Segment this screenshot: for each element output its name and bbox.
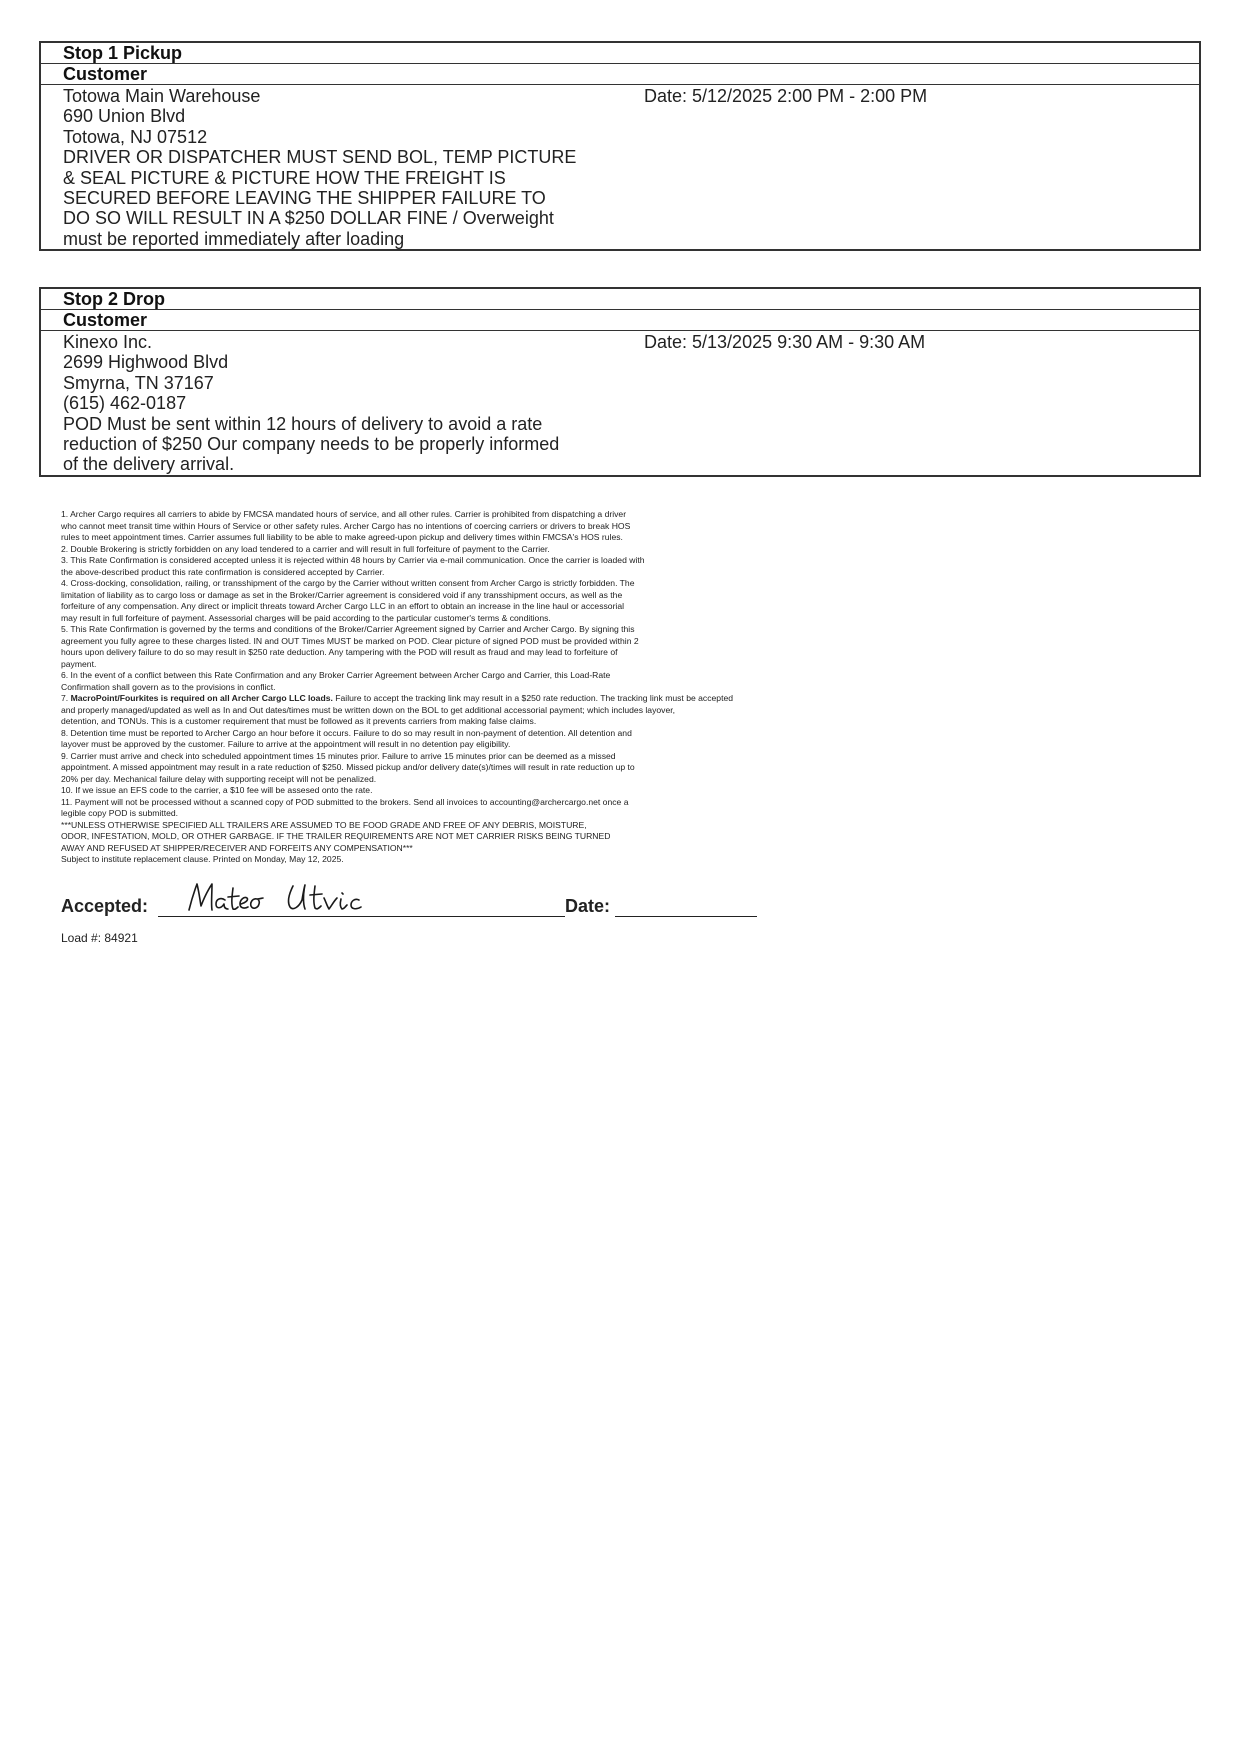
stop-2-line: of the delivery arrival.: [63, 454, 235, 475]
acceptance-row: [61, 880, 781, 920]
terms-item-7-rest: Failure to accept the tracking link may result in a $250 rate reduction. The tracking link must be accepted: [332, 693, 734, 703]
terms-line: 11. Payment will not be processed without a scanned copy of POD submitted to the brokers. Send all invoices to accounting@archercargo.net once a: [61, 796, 629, 807]
stop-2-line: POD Must be sent within 12 hours of delivery to avoid a rate: [63, 413, 543, 434]
terms-line: 3. This Rate Confirmation is considered accepted unless it is rejected within 48 hours by Carrier via e-mail communication. Once the carrier is loaded with: [61, 555, 645, 565]
terms-line: Confirmation shall govern as to the provisions in conflict.: [61, 681, 276, 692]
terms-line: rules to meet appointment times. Carrier assumes full liability to be able to make agreed-upon pickup and delivery times within FMCSA's HOS rules.: [61, 532, 623, 542]
stop-1-line: & SEAL PICTURE & PICTURE HOW THE FREIGHT IS: [63, 167, 506, 188]
stop-2-line: 2699 Highwood Blvd: [63, 352, 229, 373]
stop-2-line: reduction of $250 Our company needs to be properly informed: [63, 434, 560, 455]
stop-1-line: SECURED BEFORE LEAVING THE SHIPPER FAILURE TO: [63, 188, 546, 209]
terms-line: 20% per day. Mechanical failure delay with supporting receipt will not be penalized.: [61, 773, 377, 784]
terms-line: 6. In the event of a conflict between this Rate Confirmation and any Broker Carrier Agreement between Archer Cargo and Carrier, this Load-Rate: [61, 670, 611, 680]
terms-line: Subject to institute replacement clause. Printed on Monday, May 12, 2025.: [61, 854, 344, 864]
terms-line: 8. Detention time must be reported to Archer Cargo an hour before it occurs. Failure to do so may result in non-payment of detention. All detention and: [61, 727, 632, 738]
stop-1-title: Stop 1 Pickup: [41, 43, 1199, 64]
terms-and-conditions: [61, 509, 961, 866]
stop-2-line: Smyrna, TN 37167: [63, 372, 214, 393]
terms-line: appointment. A missed appointment may result in a rate reduction of $250. Missed pickup and/or delivery date(s)/times will result in rate reduction up to: [61, 762, 635, 772]
terms-line: may result in full forfeiture of payment. Assessorial charges will be paid according to the particular customer's terms & conditions.: [61, 612, 551, 623]
terms-line: limitation of liability as to cargo loss or damage as set in the Broker/Carrier agreement is considered void if any transshipment occurs, as well as the: [61, 589, 623, 600]
accepted-label: Accepted:: [61, 896, 149, 916]
terms-line: hours upon delivery failure to do so may result in $250 rate deduction. Any tampering with the POD will result as fraud and may lead to forfeiture of: [61, 647, 618, 657]
stop-2-line: (615) 462-0187: [63, 393, 187, 414]
stop-1-line: must be reported immediately after loading: [63, 228, 405, 249]
stop-1-customer-label: Customer: [41, 64, 1199, 85]
stop-1-date: Date: 5/12/2025 2:00 PM - 2:00 PM: [644, 86, 928, 106]
terms-line: who cannot meet transit time within Hours of Service or other safety rules. Archer Cargo has no intentions of coercing carriers or drivers to break HOS: [61, 520, 631, 531]
handwritten-signature: [181, 880, 441, 916]
terms-line: layover must be approved by the customer. Failure to arrive at the appointment will result in no detention pay eligibility.: [61, 739, 511, 749]
terms-line: 2. Double Brokering is strictly forbidden on any load tendered to a carrier and will result in full forfeiture of payment to the Carrier.: [61, 543, 550, 554]
terms-line: agreement you fully agree to these charges listed. IN and OUT Times MUST be marked on POD. Clear picture of signed POD must be provided within 2: [61, 635, 639, 646]
stop-1-line: 690 Union Blvd: [63, 106, 186, 127]
stop-2-title: Stop 2 Drop: [41, 289, 1199, 310]
terms-line: 9. Carrier must arrive and check into scheduled appointment times 15 minutes prior. Failure to arrive 15 minutes prior can be deemed as a missed: [61, 750, 616, 761]
terms-line: the above-described product this rate confirmation is considered accepted by Carrier.: [61, 566, 385, 577]
terms-item-7-bold: MacroPoint/Fourkites is required on all Archer Cargo LLC loads.: [70, 693, 333, 703]
stop-1-line: DO SO WILL RESULT IN A $250 DOLLAR FINE / Overweight: [63, 208, 554, 229]
stop-2-date: Date: 5/13/2025 9:30 AM - 9:30 AM: [644, 332, 926, 352]
terms-item-7: [61, 693, 961, 705]
stop-2-customer-label: Customer: [41, 310, 1199, 331]
load-number: Load #: 84921: [61, 931, 138, 945]
signature-line[interactable]: [158, 916, 565, 917]
stop-2-customer-name: Kinexo Inc.: [63, 332, 153, 352]
stop-2-details: [41, 331, 1199, 475]
stop-1-line: Totowa, NJ 07512: [63, 126, 208, 147]
terms-line: and properly managed/updated as well as In and Out dates/times must be written down on the BOL to get additional accessorial payment; which includes layover,: [61, 704, 676, 715]
stop-1-section: [39, 41, 1201, 251]
terms-line: detention, and TONUs. This is a customer requirement that must be followed as it prevents carriers from making false claims.: [61, 716, 537, 726]
terms-line: forfeiture of any compensation. Any direct or implicit threats toward Archer Cargo LLC in an effort to obtain an increase in the line haul or accessorial: [61, 601, 625, 611]
stop-2-section: [39, 287, 1201, 477]
terms-line: 1. Archer Cargo requires all carriers to abide by FMCSA mandated hours of service, and all other rules. Carrier is prohibited from dispatching a driver: [61, 509, 627, 519]
terms-line: legible copy POD is submitted.: [61, 808, 179, 818]
terms-line: 10. If we issue an EFS code to the carrier, a $10 fee will be assesed onto the rate.: [61, 785, 373, 795]
terms-line: ***UNLESS OTHERWISE SPECIFIED ALL TRAILERS ARE ASSUMED TO BE FOOD GRADE AND FREE OF ANY DEBRIS, MOISTURE,: [61, 819, 587, 830]
date-label: Date:: [565, 896, 611, 916]
terms-line: 5. This Rate Confirmation is governed by the terms and conditions of the Broker/Carrier Agreement signed by Carrier and Archer Cargo. By signing this: [61, 624, 635, 634]
terms-line: ODOR, INFESTATION, MOLD, OR OTHER GARBAGE. IF THE TRAILER REQUIREMENTS ARE NOT MET CARRIER RISKS BEING TURNED: [61, 831, 611, 841]
stop-1-line: DRIVER OR DISPATCHER MUST SEND BOL, TEMP PICTURE: [63, 147, 577, 168]
stop-1-details: [41, 85, 1199, 249]
terms-line: payment.: [61, 658, 97, 669]
date-line[interactable]: [615, 916, 757, 917]
stop-1-customer-name: Totowa Main Warehouse: [63, 86, 261, 106]
terms-item-7-prefix: 7.: [61, 693, 71, 703]
terms-line: 4. Cross-docking, consolidation, railing, or transshipment of the cargo by the Carrier without written consent from Archer Cargo is strictly forbidden. The: [61, 578, 635, 588]
terms-line: AWAY AND REFUSED AT SHIPPER/RECEIVER AND FORFEITS ANY COMPENSATION***: [61, 842, 413, 853]
